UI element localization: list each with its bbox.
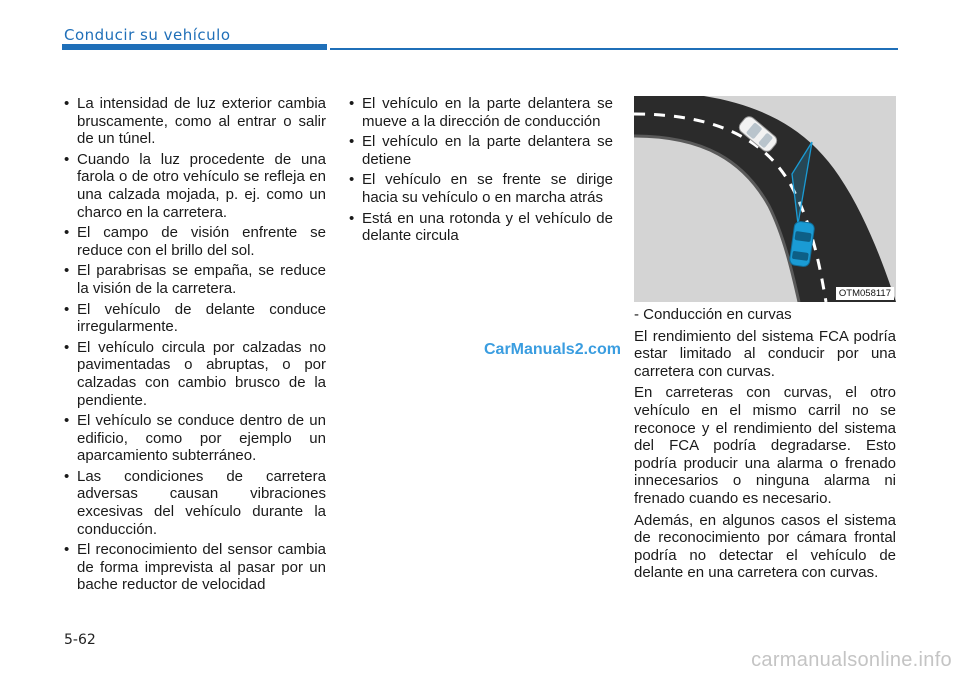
- list-item: • El vehículo en la parte delantera se detiene: [347, 133, 613, 168]
- list-item: • Está en una rotonda y el vehículo de delante circula: [347, 210, 613, 245]
- list-item: • El vehículo en la parte delantera se mueve a la dirección de conducción: [347, 95, 613, 130]
- right-column: [634, 306, 896, 586]
- list-item: • El parabrisas se empaña, se reduce la visión de la carretera.: [62, 262, 326, 297]
- curved-road-illustration-icon: [634, 96, 896, 302]
- list-item: • El vehículo circula por calzadas no pavimentadas o abruptas, o por calzadas con cambio brusco de la pendiente.: [62, 339, 326, 409]
- paragraph: Además, en algunos casos el sistema de reconocimiento por cámara frontal podría no detectar el vehículo de delante en una carretera con curvas.: [634, 511, 896, 582]
- middle-bullet-list: [347, 95, 613, 245]
- paragraph: En carreteras con curvas, el otro vehículo en el mismo carril no se reconoce y el rendimiento del sistema del FCA podría degradarse. Esto podría producir una alarma o frenado innecesarios o ninguna alarma ni frenado cuando es necesario.: [634, 384, 896, 507]
- left-bullet-list: [62, 95, 326, 594]
- subheading: - Conducción en curvas: [634, 306, 792, 323]
- section-title: Conducir su vehículo: [64, 26, 231, 44]
- middle-column: [347, 95, 613, 248]
- list-item: • El campo de visión enfrente se reduce con el brillo del sol.: [62, 224, 326, 259]
- list-item: • El vehículo se conduce dentro de un edificio, como por ejemplo un aparcamiento subterráneo.: [62, 412, 326, 465]
- list-item: • El vehículo en se frente se dirige hacia su vehículo o en marcha atrás: [347, 171, 613, 206]
- list-item: • La intensidad de luz exterior cambia bruscamente, como al entrar o salir de un túnel.: [62, 95, 326, 148]
- paragraph: El rendimiento del sistema FCA podría estar limitado al conducir por una carretera con curvas.: [634, 327, 896, 380]
- page-number: 5-62: [64, 632, 96, 648]
- watermark-carmanualsonline[interactable]: carmanualsonline.info: [751, 649, 952, 671]
- list-item: • Cuando la luz procedente de una farola o de otro vehículo se refleja en una calzada mojada, p. ej. como un charco en la carretera.: [62, 151, 326, 221]
- header-rule: [330, 48, 898, 50]
- list-item: • El vehículo de delante conduce irregularmente.: [62, 301, 326, 336]
- figure-code: OTM058117: [836, 287, 894, 300]
- list-item: • Las condiciones de carretera adversas causan vibraciones excesivas del vehículo durante la conducción.: [62, 468, 326, 538]
- list-item: • El reconocimiento del sensor cambia de forma imprevista al pasar por un bache reductor de velocidad: [62, 541, 326, 594]
- header-accent-bar: [62, 44, 327, 50]
- left-column: [62, 95, 326, 597]
- curved-road-figure: [634, 96, 896, 302]
- watermark-carmanuals2[interactable]: CarManuals2.com: [484, 341, 621, 358]
